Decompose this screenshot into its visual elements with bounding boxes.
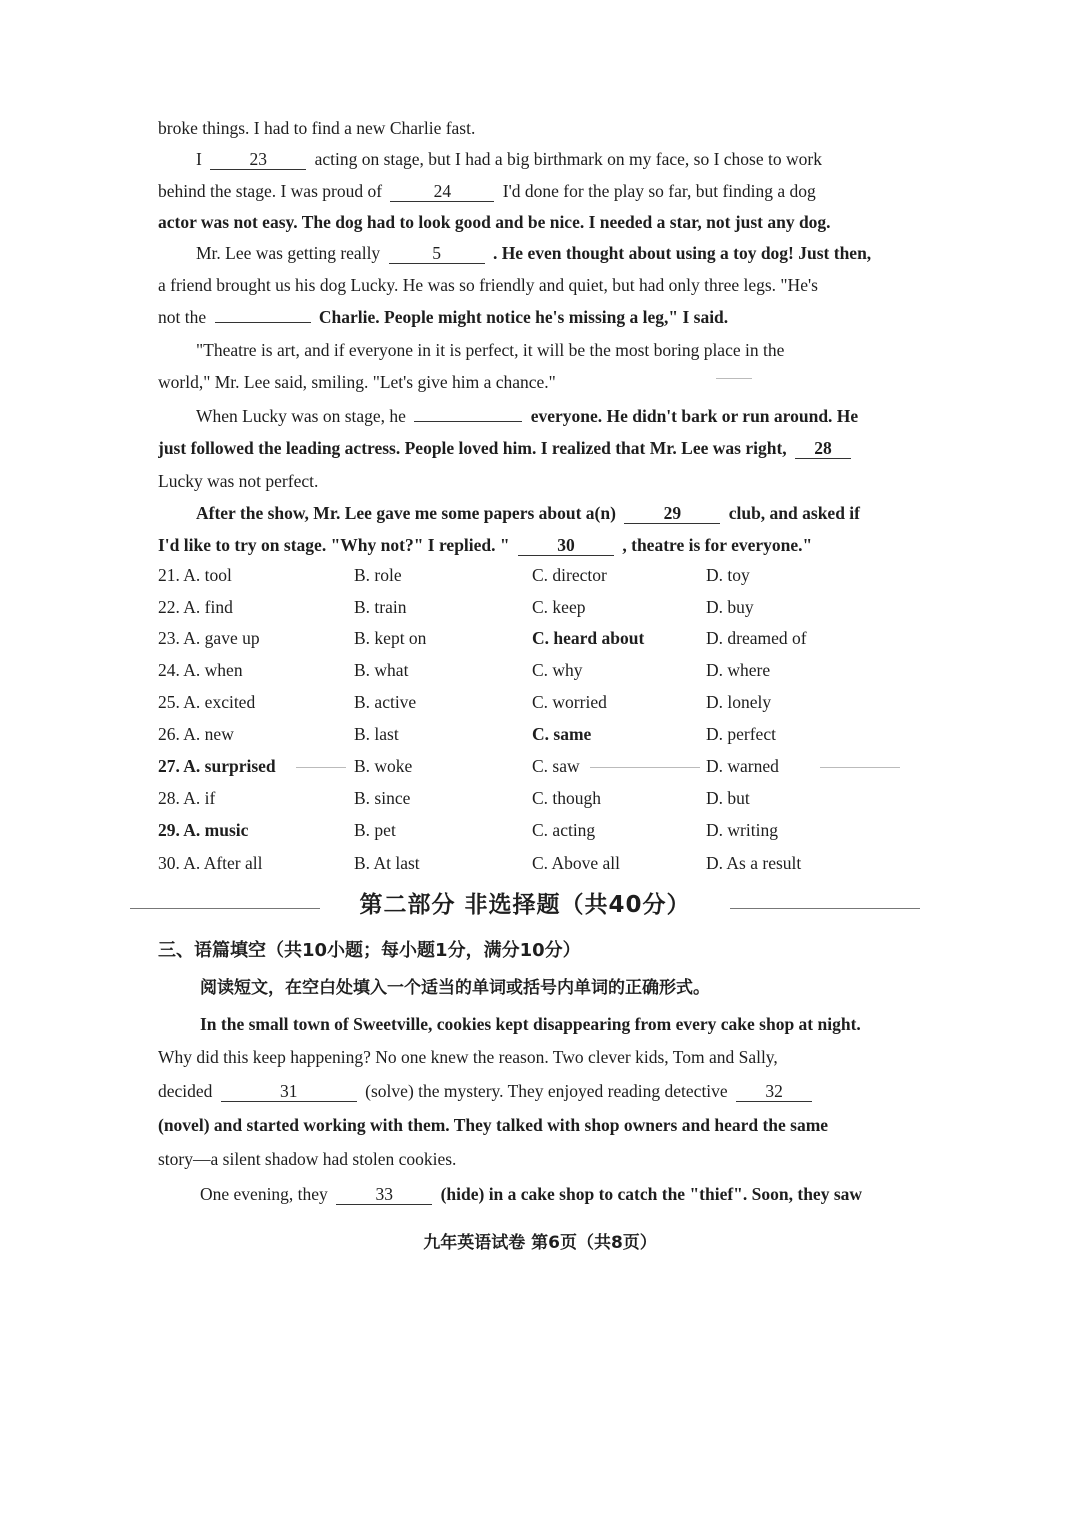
option-b: B. At last [354, 853, 420, 873]
passage-bottom-line-1 [200, 1012, 924, 1036]
option-a: 22. A. find [158, 597, 233, 617]
blank-28: 28 [795, 438, 851, 459]
scan-artifact [590, 767, 700, 768]
option-d: D. lonely [706, 692, 772, 712]
blank-25: 5 [389, 243, 485, 264]
option-b: B. since [354, 788, 411, 808]
option-c: C. worried [532, 692, 607, 712]
option-b: B. train [354, 597, 407, 617]
passage-text: In the small town of Sweetville, cookies kept disappearing from every cake shop at night. [200, 1014, 861, 1034]
passage-bottom-line-5 [158, 1147, 924, 1171]
passage-line-1 [158, 116, 924, 140]
option-a: 29. A. music [158, 820, 249, 840]
option-a: 27. A. surprised [158, 756, 276, 776]
option-b: B. kept on [354, 628, 427, 648]
passage-text: broke things. I had to find a new Charlie fast. [158, 118, 476, 138]
option-b: B. active [354, 692, 417, 712]
passage-text: Lucky was not perfect. [158, 471, 319, 491]
passage-text: . He even thought about using a toy dog! Just then, [492, 243, 872, 263]
passage-text: club, and asked if [728, 503, 860, 523]
passage-text: When Lucky was on stage, he [196, 406, 406, 426]
passage-line-12 [158, 469, 924, 493]
option-b: B. role [354, 565, 402, 585]
passage-text: behind the stage. I was proud of [158, 181, 383, 201]
passage-text: world," Mr. Lee said, smiling. "Let's give him a chance." [158, 372, 556, 392]
passage-text: I'd done for the play so far, but finding a dog [502, 181, 816, 201]
passage-line-2 [196, 147, 926, 171]
option-c: C. heard about [532, 628, 645, 648]
passage-text: acting on stage, but I had a big birthmark on my face, so I chose to work [314, 149, 822, 169]
option-a: 25. A. excited [158, 692, 256, 712]
passage-text: Mr. Lee was getting really [196, 243, 381, 263]
option-row-28 [158, 788, 928, 818]
section-three-heading: 三、语篇填空（共10小题；每小题1分，满分10分） [158, 940, 581, 961]
passage-line-4 [158, 210, 924, 234]
passage-bottom-line-2 [158, 1045, 924, 1069]
passage-text: everyone. He didn't bark or run around. He [530, 406, 859, 426]
blank-29: 29 [624, 503, 720, 524]
option-c: C. saw [532, 756, 580, 776]
passage-text: After the show, Mr. Lee gave me some papers about a(n) [196, 503, 616, 523]
option-c: C. keep [532, 597, 586, 617]
passage-text: One evening, they [200, 1184, 328, 1204]
option-a: 23. A. gave up [158, 628, 260, 648]
option-a: 30. A. After all [158, 853, 263, 873]
blank-30: 30 [518, 535, 614, 556]
option-a: 21. A. tool [158, 565, 232, 585]
option-d: D. where [706, 660, 771, 680]
section-three-instruction: 阅读短文，在空白处填入一个适当的单词或括号内单词的正确形式。 [200, 978, 710, 998]
blank-26 [215, 322, 311, 323]
passage-line-10 [196, 404, 926, 428]
scan-artifact [716, 378, 752, 379]
passage-line-5 [196, 241, 926, 265]
option-d: D. toy [706, 565, 750, 585]
passage-text: not the [158, 307, 207, 327]
option-b: B. what [354, 660, 409, 680]
option-a: 28. A. if [158, 788, 216, 808]
option-d: D. warned [706, 756, 779, 776]
blank-33: 33 [336, 1184, 432, 1205]
blank-31: 31 [221, 1081, 357, 1102]
option-c: C. though [532, 788, 602, 808]
passage-bottom-line-6 [200, 1182, 924, 1206]
option-c: C. why [532, 660, 583, 680]
passage-bottom-line-3 [158, 1079, 924, 1103]
option-b: B. woke [354, 756, 413, 776]
passage-line-3 [158, 179, 924, 203]
passage-text: , theatre is for everyone." [622, 535, 813, 555]
option-row-27 [158, 756, 928, 786]
passage-text: Charlie. People might notice he's missing a leg," I said. [318, 307, 729, 327]
passage-text: (solve) the mystery. They enjoyed reading detective [365, 1081, 728, 1101]
option-c: C. acting [532, 820, 596, 840]
passage-text: decided [158, 1081, 213, 1101]
option-d: D. dreamed of [706, 628, 807, 648]
option-d: D. perfect [706, 724, 776, 744]
option-row-22 [158, 597, 928, 627]
option-row-29 [158, 820, 928, 850]
passage-text: actor was not easy. The dog had to look good and be nice. I needed a star, not just any dog. [158, 212, 831, 232]
option-d: D. buy [706, 597, 754, 617]
option-c: C. same [532, 724, 592, 744]
passage-text: (hide) in a cake shop to catch the "thief". Soon, they saw [440, 1184, 863, 1204]
page-footer: 九年英语试卷 第6页（共8页） [423, 1233, 657, 1253]
passage-line-11 [158, 436, 928, 460]
passage-line-8 [196, 338, 926, 362]
option-d: D. As a result [706, 853, 802, 873]
passage-line-13 [196, 501, 926, 525]
option-b: B. pet [354, 820, 396, 840]
scan-artifact [820, 767, 900, 768]
option-row-25 [158, 692, 928, 722]
option-a: 24. A. when [158, 660, 243, 680]
option-row-24 [158, 660, 928, 690]
passage-text: (novel) and started working with them. They talked with shop owners and heard the same [158, 1115, 829, 1135]
option-b: B. last [354, 724, 399, 744]
option-row-26 [158, 724, 928, 754]
scan-artifact [296, 767, 346, 768]
option-row-23 [158, 628, 928, 658]
passage-line-14 [158, 533, 924, 557]
passage-bottom-line-4 [158, 1113, 924, 1137]
option-d: D. but [706, 788, 750, 808]
option-d: D. writing [706, 820, 778, 840]
passage-text: I'd like to try on stage. "Why not?" I replied. " [158, 535, 510, 555]
passage-text: just followed the leading actress. People loved him. I realized that Mr. Lee was right, [158, 438, 787, 458]
blank-27 [414, 421, 522, 422]
passage-text: a friend brought us his dog Lucky. He was so friendly and quiet, but had only three legs. "He's [158, 275, 818, 295]
option-c: C. director [532, 565, 607, 585]
passage-text: story—a silent shadow had stolen cookies. [158, 1149, 457, 1169]
passage-text: "Theatre is art, and if everyone in it is perfect, it will be the most boring place in the [196, 340, 785, 360]
option-row-30 [158, 853, 928, 883]
passage-line-6 [158, 273, 924, 297]
passage-line-7 [158, 305, 924, 329]
passage-line-9 [158, 370, 924, 394]
blank-32: 32 [736, 1081, 812, 1102]
option-a: 26. A. new [158, 724, 234, 744]
passage-text: Why did this keep happening? No one knew the reason. Two clever kids, Tom and Sally, [158, 1047, 778, 1067]
option-c: C. Above all [532, 853, 620, 873]
passage-text: I [196, 149, 202, 169]
part-two-title: 第二部分 非选择题（共40分） [130, 886, 920, 919]
blank-24: 24 [390, 181, 494, 202]
option-row-21 [158, 565, 928, 595]
blank-23: 23 [210, 149, 306, 170]
